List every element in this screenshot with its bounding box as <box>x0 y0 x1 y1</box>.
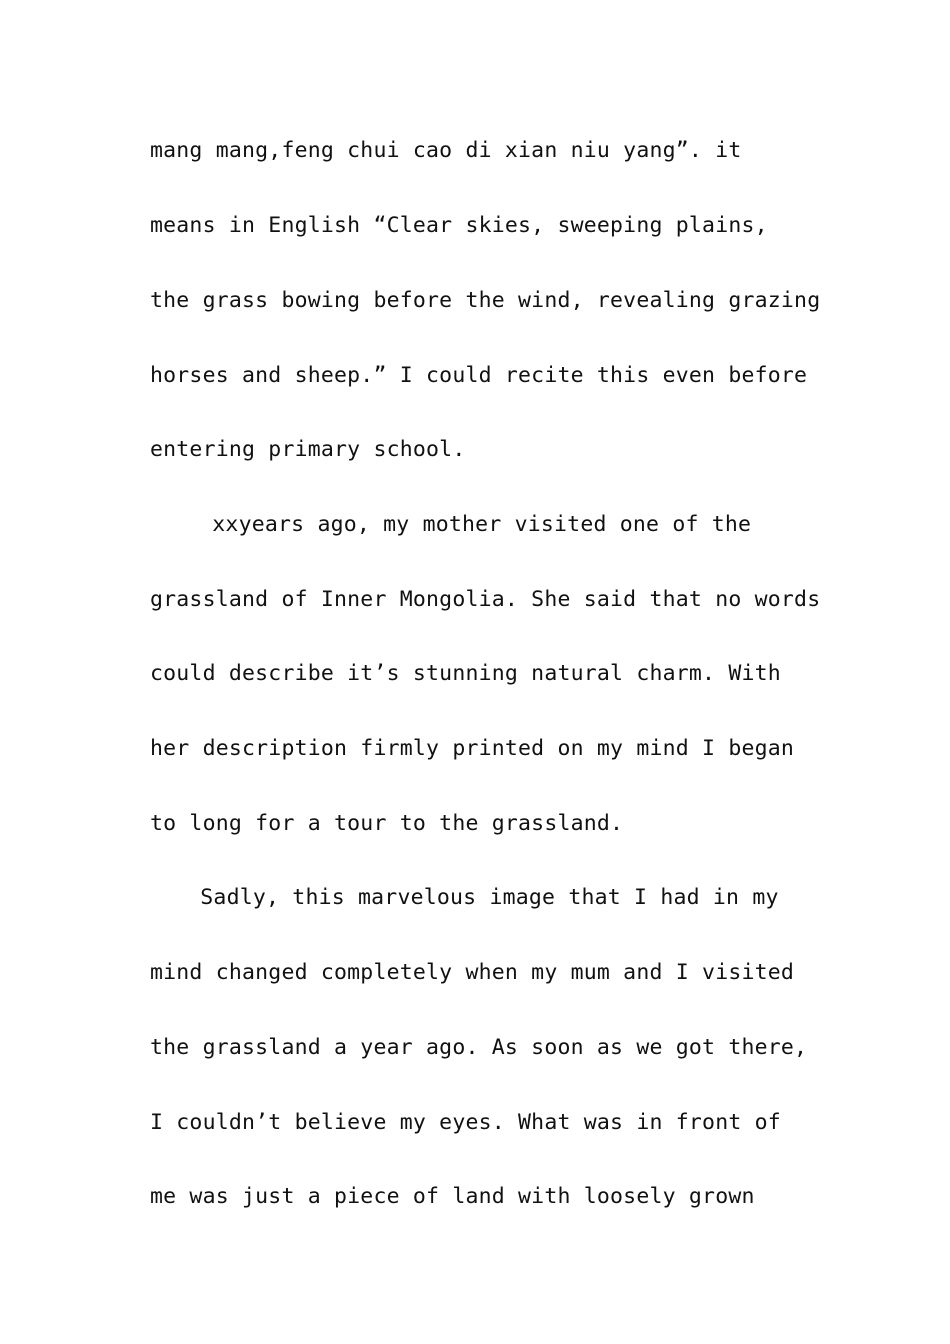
text-line: horses and sheep.” I could recite this even before <box>150 363 808 388</box>
text-line: mind changed completely when my mum and I visited <box>150 960 795 985</box>
text-line: means in English “Clear skies, sweeping plains, <box>150 213 768 238</box>
text-line: the grassland a year ago. As soon as we got there, <box>150 1035 808 1060</box>
text-line: could describe it’s stunning natural charm. With <box>150 661 781 686</box>
text-line: entering primary school. <box>150 437 466 462</box>
text-line: me was just a piece of land with loosely grown <box>150 1184 755 1209</box>
paragraph-start-line: xxyears ago, my mother visited one of the <box>186 512 752 537</box>
text-line: grassland of Inner Mongolia. She said that no words <box>150 587 821 612</box>
text-line: her description firmly printed on my mind I began <box>150 736 795 761</box>
text-line: mang mang,feng chui cao di xian niu yang”. it <box>150 138 742 163</box>
text-line: to long for a tour to the grassland. <box>150 811 624 836</box>
text-line: I couldn’t believe my eyes. What was in front of <box>150 1110 781 1135</box>
text-line: the grass bowing before the wind, revealing grazing <box>150 288 821 313</box>
paragraph-start-line: Sadly, this marvelous image that I had in my <box>174 885 779 910</box>
